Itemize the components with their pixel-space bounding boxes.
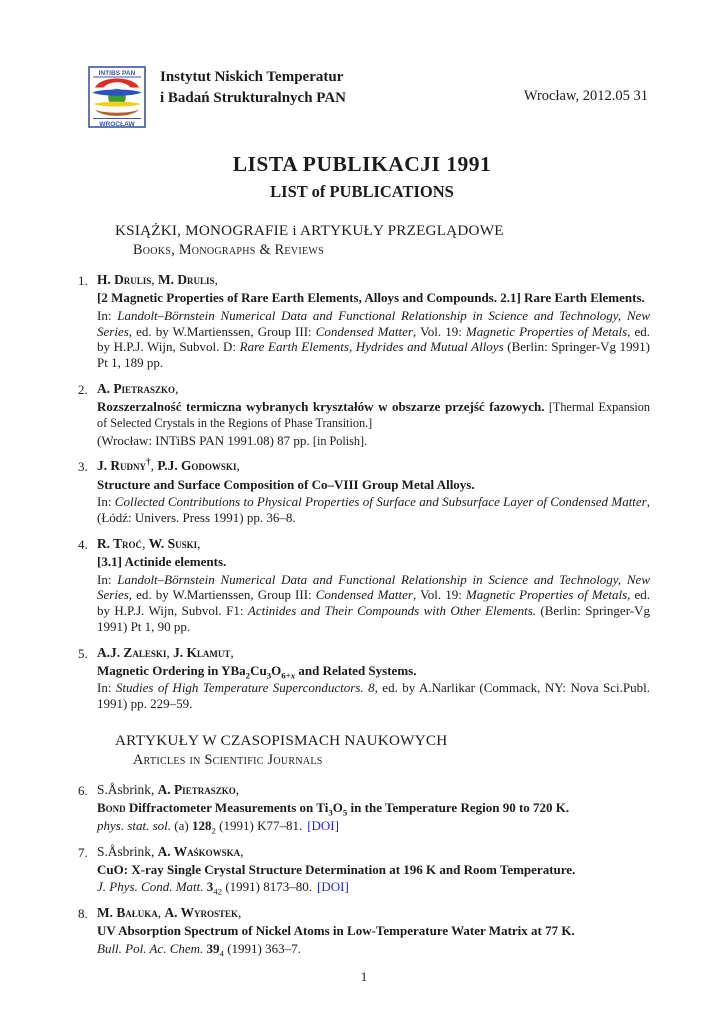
publication-entry — [78, 536, 650, 637]
text-segment: Actinides and Their Compounds with Other Elements. — [247, 603, 537, 619]
text-segment: W. Suski — [148, 535, 198, 551]
entry-authors — [97, 458, 650, 474]
entry-title — [97, 399, 650, 431]
entry-authors — [97, 381, 650, 397]
page-number: 1 — [360, 968, 368, 984]
entry-reference — [97, 572, 650, 635]
text-segment: (Wrocław: INTiBS PAN 1991.08) 87 pp. — [97, 432, 313, 448]
text-segment: , Vol. 19: — [412, 323, 466, 339]
text-segment: (1991) K77–81. — [215, 817, 303, 833]
text-segment: In: — [97, 680, 116, 696]
text-segment: , — [150, 458, 158, 474]
entry-reference — [97, 680, 650, 711]
text-segment: Landolt–Börnstein Numerical Data and Functional Relationship in Science and Technology, New Series — [97, 307, 650, 339]
section-heading-pl: KSIĄŻKI, MONOGRAFIE i ARTYKUŁY PRZEGLĄDOWE — [115, 222, 504, 239]
entry-reference — [97, 308, 650, 371]
text-segment: , ed. by H.P.J. Wijn, Subvol. D: — [97, 323, 651, 355]
text-segment: 2 — [211, 825, 216, 836]
header-date: Wrocław, 2012.05 31 — [523, 88, 648, 104]
text-segment: Landolt–Börnstein Numerical Data and Functional Relationship in Science and Technology, New Series — [97, 571, 650, 603]
entry-reference — [97, 941, 650, 957]
text-segment: Diffractometer Measurements on Ti — [125, 800, 329, 816]
text-segment: UV Absorption Spectrum of Nickel Atoms in Low-Temperature Water Matrix at 77 K. — [97, 923, 575, 939]
text-segment: Bond — [97, 800, 126, 816]
text-segment: Magnetic Properties of Metals — [465, 587, 628, 603]
text-segment: , — [151, 272, 158, 287]
publication-entry — [78, 844, 650, 898]
publication-section — [78, 222, 650, 714]
text-segment: (Berlin: Springer-Vg 1991) Pt 1, 90 pp. — [97, 603, 650, 634]
page-title: LISTA PUBLIKACJI 1991 — [232, 152, 492, 176]
text-segment: 6+ — [281, 670, 291, 681]
text-segment: in the Temperature Region 90 to 720 K. — [347, 800, 570, 816]
text-segment: , — [175, 380, 179, 396]
text-segment: J. Klamut — [173, 644, 231, 660]
entry-number: 3. — [78, 459, 88, 475]
text-segment: , ed. by H.P.J. Wijn, Subvol. F1: — [97, 587, 651, 619]
text-segment: , (Łódź: Univers. Press 1991) pp. 36–8. — [97, 494, 650, 525]
text-segment: 3 — [206, 879, 214, 895]
text-segment: Condensed Matter — [315, 587, 413, 603]
doi-link[interactable]: [DOI] — [317, 879, 349, 895]
entry-body — [97, 844, 650, 898]
text-segment: J. Phys. Cond. Matt. — [97, 879, 204, 895]
institute-name — [160, 66, 346, 110]
entry-authors — [97, 782, 650, 798]
entry-number: 2. — [78, 381, 88, 397]
entry-title — [97, 477, 650, 493]
entry-title — [97, 663, 650, 679]
section-heading-en: Books, Monographs & Reviews — [133, 242, 324, 258]
entry-number: 4. — [78, 536, 88, 552]
page-subtitle: LIST of PUBLICATIONS — [270, 182, 454, 201]
text-segment: [Thermal Expansion of Selected Crystals in the Regions of Phase Transition.] — [97, 400, 650, 430]
entry-body — [97, 782, 650, 836]
text-segment: 3 — [266, 670, 272, 681]
entry-authors — [97, 905, 650, 921]
entry-body — [97, 536, 650, 637]
text-segment: Cu — [250, 662, 267, 678]
text-segment: , — [214, 272, 218, 287]
text-segment: 128 — [191, 817, 212, 833]
entry-number: 7. — [78, 844, 88, 860]
text-segment: CuO: X-ray Single Crystal Structure Determination at 196 K and Room Temperature. — [97, 861, 576, 877]
institute-name-line2: i Badań Strukturalnych PAN — [160, 90, 347, 107]
entry-body — [97, 381, 650, 451]
text-segment: A. Pietraszko — [97, 380, 176, 396]
entry-reference — [97, 818, 650, 834]
text-segment: , ed. by W.Martienssen, Group III: — [128, 587, 316, 603]
text-segment: O — [332, 800, 343, 816]
text-segment: Studies of High Temperature Superconductors. 8 — [115, 680, 375, 696]
entry-reference — [97, 879, 650, 898]
institute-name-line1: Instytut Niskich Temperatur — [160, 69, 344, 85]
entry-body — [97, 458, 650, 527]
text-segment: Collected Contributions to Physical Properties of Surface and Subsurface Layer of Condensed Matter — [114, 494, 647, 510]
text-segment: , — [142, 535, 149, 551]
publication-section — [78, 732, 650, 959]
entry-authors — [97, 272, 650, 288]
text-segment: , ed. by W.Martienssen, Group III: — [128, 323, 316, 339]
text-segment: P.J. Godowski — [157, 458, 237, 474]
text-segment: , — [230, 644, 234, 660]
entry-body — [97, 905, 650, 959]
text-segment: , — [197, 535, 201, 551]
text-segment: , — [166, 644, 174, 660]
text-segment: 42 — [213, 887, 223, 898]
publication-entry — [78, 645, 650, 714]
text-segment: 2 — [245, 670, 251, 681]
text-segment: Rozszerzalność termiczna wybranych kryształów w obszarze przejść fazowych. — [97, 399, 545, 415]
text-segment: A. Wyrostek — [164, 905, 239, 921]
logo-top-text: INTIBS PAN — [98, 70, 136, 77]
doi-link[interactable]: [DOI] — [307, 817, 339, 833]
institute-header — [0, 0, 724, 128]
text-segment: S.Åsbrink, — [97, 843, 158, 859]
publication-entry — [78, 272, 650, 373]
entry-number: 5. — [78, 645, 88, 661]
entry-number: 6. — [78, 782, 88, 798]
text-segment: 4 — [219, 948, 224, 959]
text-segment: J. Rudny — [97, 458, 147, 474]
text-segment: , — [236, 458, 240, 474]
entry-number: 1. — [78, 273, 88, 288]
text-segment: [3.1] Actinide elements. — [97, 553, 227, 569]
entry-title — [97, 554, 650, 570]
entry-title — [97, 800, 650, 816]
entry-title — [97, 290, 650, 306]
publication-entry — [78, 458, 650, 527]
text-segment: (Berlin: Springer-Vg 1991) Pt 1, 189 pp. — [97, 339, 650, 371]
section-heading-pl: ARTYKUŁY W CZASOPISMACH NAUKOWYCH — [115, 731, 448, 749]
sections-root — [78, 222, 650, 959]
entry-authors — [97, 536, 650, 552]
text-segment: M. Drulis — [158, 272, 215, 287]
text-segment: , Vol. 19: — [412, 587, 466, 603]
text-segment: O — [271, 662, 282, 678]
entry-reference — [97, 433, 650, 449]
text-segment: R. Troć — [97, 535, 143, 551]
entry-authors — [97, 645, 650, 661]
text-segment: , — [238, 905, 242, 921]
text-segment: (1991) 8173–80. — [222, 879, 313, 895]
text-segment: H. Drulis — [97, 272, 152, 287]
text-segment: Magnetic Properties of Metals — [465, 323, 628, 339]
entry-body — [97, 645, 650, 714]
text-segment: [2 Magnetic Properties of Rare Earth Elements, Alloys and Compounds. 2.1] Rare Earth Elements. — [97, 290, 645, 306]
text-segment: Condensed Matter — [315, 323, 413, 339]
entry-title — [97, 923, 650, 939]
publication-entry — [78, 905, 650, 959]
text-segment: † — [146, 456, 151, 467]
text-segment: , — [240, 843, 244, 859]
title-block — [0, 152, 724, 202]
entry-number: 8. — [78, 906, 88, 922]
entry-title — [97, 862, 650, 878]
intibs-logo — [88, 66, 146, 128]
text-segment: 39 — [206, 941, 220, 957]
text-segment: In: — [97, 571, 118, 587]
text-segment: 5 — [342, 807, 348, 818]
text-segment: A. Pietraszko — [157, 781, 236, 797]
text-segment: Rare Earth Elements, Hydrides and Mutual Alloys — [239, 339, 504, 355]
text-segment: In: — [97, 494, 115, 510]
publication-entry — [78, 381, 650, 451]
text-segment: A. Waśkowska — [157, 843, 241, 859]
text-segment: and Related Systems. — [295, 662, 417, 678]
entry-authors — [97, 844, 650, 860]
publications-content — [0, 202, 724, 985]
text-segment: A.J. Zaleski — [97, 644, 167, 660]
text-segment: , — [235, 781, 240, 797]
text-segment: M. Bałuka — [97, 905, 158, 921]
text-segment: x — [290, 670, 296, 681]
text-segment: Bull. Pol. Ac. Chem. — [97, 941, 204, 957]
text-segment: S.Åsbrink, — [97, 781, 158, 797]
logo-bottom-text: WROCŁAW — [99, 121, 135, 128]
text-segment: phys. stat. sol. — [97, 817, 172, 833]
section-heading-en: Articles in Scientific Journals — [133, 751, 323, 768]
text-segment: In: — [97, 307, 118, 323]
text-segment: (1991) 363–7. — [223, 941, 301, 957]
text-segment: 3 — [328, 807, 333, 818]
publication-entry — [78, 782, 650, 836]
entry-reference — [97, 494, 650, 525]
text-segment: , — [157, 905, 165, 921]
text-segment: Structure and Surface Composition of Co–VIII Group Metal Alloys. — [97, 476, 475, 492]
entry-body — [97, 272, 650, 373]
text-segment: Magnetic Ordering in YBa — [97, 662, 246, 678]
text-segment: [in Polish]. — [312, 433, 368, 448]
text-segment: (a) — [171, 817, 192, 833]
text-segment: , ed. by A.Narlikar (Commack, NY: Nova Sci.Publ. 1991) pp. 229–59. — [97, 680, 651, 712]
